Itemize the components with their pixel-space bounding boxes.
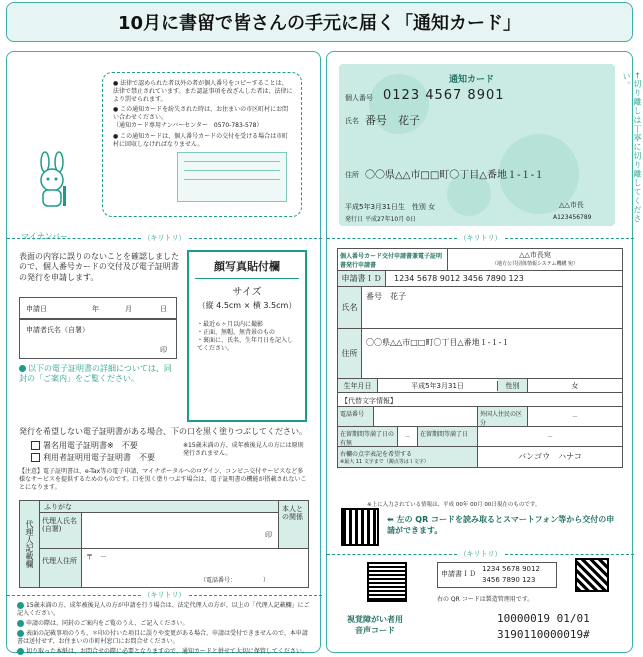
mascot-label: マイナンバー [21, 232, 68, 241]
photo-size: （縦 4.5cm × 横 3.5cm） [197, 301, 297, 310]
form-address-row: 住所 〇〇県△△市□□町〇丁目△番地１-１-１ [338, 329, 622, 379]
audio-code-icon[interactable] [367, 562, 407, 602]
form-birth-row: 生年月日 平成5年3月31日 性別 女 [338, 379, 622, 393]
agent-side-label: 代理人記載欄 [20, 501, 40, 587]
list-item: 表面の記載事項のうち、＊印の付いた項目に誤りや変更がある場合、申請は受付できませんので、本申請書は送付せず、お住まいの市町村窓口にお問合せください。 [17, 630, 308, 646]
checkbox[interactable] [31, 453, 40, 462]
name-label: 氏名 [345, 117, 359, 125]
photo-title: 顔写真貼付欄 [214, 260, 280, 273]
qr-code-icon[interactable] [575, 558, 609, 592]
agent-table [19, 500, 309, 588]
photo-size-label: サイズ [232, 287, 262, 298]
list-item: 15歳未満の方、成年被後見人の方が申請を行う場合は、法定代理人の方が、以上の「代理人記載欄」にご記入ください。 [17, 602, 310, 618]
checkbox[interactable] [31, 441, 40, 450]
bottom-notes [17, 602, 313, 657]
audio-label: 視覚障がい者用音声コード [347, 615, 403, 635]
agent-relation-label: 本人との関係 [278, 501, 308, 549]
card-serial: A123456789 [553, 214, 592, 221]
form-id-row: 申請書ＩＤ 1234 5678 9012 3456 7890 123 [338, 271, 622, 287]
form-proxy-row: 【代替文字情報】 [338, 393, 622, 407]
note-item: ● この通知カードは、個人番号カードの交付を受ける場合は市町村に回収しなければなりません。 [113, 132, 289, 148]
form-braille-row: 右欄の点字表記を希望する ※最大 11 文字まで（濁点等は１文字） バンゴウ ハナコ [338, 447, 622, 467]
postal-code[interactable]: 〒 － [86, 553, 107, 561]
perforation-line: （キリトリ） [327, 233, 634, 243]
form-header: 個人番号カード交付申請書兼電子証明書発行申請書 △△市長宛 （地方公共団体情報システム機構 宛） [338, 249, 622, 271]
intro-text: 表面の内容に誤りのないことを確認しましたので、個人番号カードの交付及び電子証明書の発行を申請します。 [19, 252, 179, 282]
photo-box [187, 250, 307, 422]
date-field[interactable]: 申請日 年 月 日 [19, 297, 177, 319]
note-item: （通知カード専用ナンバーセンター 0570-783-578） [113, 122, 263, 130]
list-item: 切り取った本紙は、お問合せの際に必要となりますので、通知カードと併せて大切に保管してください。 [17, 648, 313, 656]
qr-code-icon[interactable] [343, 510, 377, 544]
photo-rules: ・最近６ヶ月以内に撮影 ・正面、無帽、無背景のもの ・裏面に、氏名、生年月日を記入してください。 [197, 321, 294, 353]
mini-id-box: 申請書ＩＤ 1234 5678 9012 3456 7890 123 [437, 562, 557, 588]
phone-field[interactable]: （電話番号： ） [200, 577, 270, 584]
list-item: 申請の際は、同封のご案内をご覧のうえ、ご記入ください。 [17, 620, 313, 628]
personal-number: 0123 4567 8901 [383, 88, 505, 103]
cert-detail: 【注意】電子証明書は、e-Tax等の電子申請、マイナポータルへのログイン、コンビニ交付サービスなど多様なサービスを提供するためのものです。口を黒く塗りつぶす場合は、電子証明書の機能が搭載されないことになります。 [19, 468, 307, 492]
agent-name-field[interactable]: 印 [82, 513, 278, 549]
perforation-line: （キリトリ） [327, 549, 634, 559]
perforation-line: （キリトリ） [7, 590, 322, 600]
electronic-note: 以下の電子証明書の詳細については、同封の「ご案内」をご覧ください。 [19, 364, 172, 384]
cert-note: ※15歳未満の方、成年被後見人の方には原則発行されません。 [183, 442, 304, 458]
furigana-label: ふりがな [40, 501, 278, 513]
cert-user-option[interactable]: 利用者証明用電子証明書 不要 [31, 453, 155, 463]
note-item: ● 法律で認められた者以外の者が個人番号をコピーすることは、法律で禁止されています。また認証事項を改ざんした者は、法律により罰せられます。 [113, 80, 293, 104]
qr-mfr-note: 右の QR コードは製造管理用です。 [437, 596, 534, 603]
form-footnote: ※上に入力されている情報は、平成 00年 00月 00日現在のものです。 [367, 502, 541, 508]
form-stay-row: 在留期間等満了日の有無 － 在留期間等満了日 － [338, 427, 622, 447]
application-form-panel [6, 51, 321, 656]
application-form [337, 248, 623, 468]
qr-note: ⬅ 左の QR コードを読み取るとスマートフォン等から交付の申請ができます。 [387, 515, 615, 535]
page-title: 10月に書留で皆さんの手元に届く「通知カード」 [6, 2, 633, 42]
code-line-2: 3190110000019# [497, 628, 590, 641]
cert-intro: 発行を希望しない電子証明書がある場合、下の口を黒く塗りつぶしてください。 [19, 427, 307, 436]
code-line-1: 10000019 01/01 [497, 612, 590, 625]
cert-sign-option[interactable]: 署名用電子証明書※ 不要 [31, 441, 138, 451]
agent-address-label: 代理人住所 [40, 549, 82, 587]
notification-card [339, 64, 615, 226]
bullet-icon [19, 365, 26, 372]
form-name-row: 氏名 番号 花子 [338, 287, 622, 329]
number-label: 個人番号 [345, 94, 373, 102]
card-birth: 平成5年3月31日生 性別 女 [345, 203, 436, 211]
card-title: 通知カード [449, 75, 495, 85]
form-tel-row: 電話番号 外国人住民の区分 － [338, 407, 622, 427]
applicant-signature-field[interactable]: 申請者氏名（自署） 印 [19, 319, 177, 359]
card-issued: 発行日 平成27年10月 0日 [345, 216, 416, 223]
card-address: 〇〇県△△市□□町〇丁目△番地１-１-１ [365, 170, 545, 181]
note-item: ● この通知カードを紛失された時は、お住まいの市区町村にお問い合わせください。 [113, 106, 289, 122]
notes-list [113, 80, 293, 149]
mynumber-mascot-icon [27, 152, 77, 212]
perforation-line: （キリトリ） [7, 233, 322, 243]
agent-name-label: 代理人氏名(自署) [40, 513, 82, 549]
card-name: 番号 花子 [365, 114, 420, 127]
lined-box [177, 152, 287, 202]
mayor-seal: △△市長 [559, 201, 584, 209]
cut-instruction: ←切り離しは丁寧に切り離してください。 [622, 72, 642, 224]
notification-card-panel [326, 51, 642, 653]
address-label: 住所 [345, 171, 359, 179]
